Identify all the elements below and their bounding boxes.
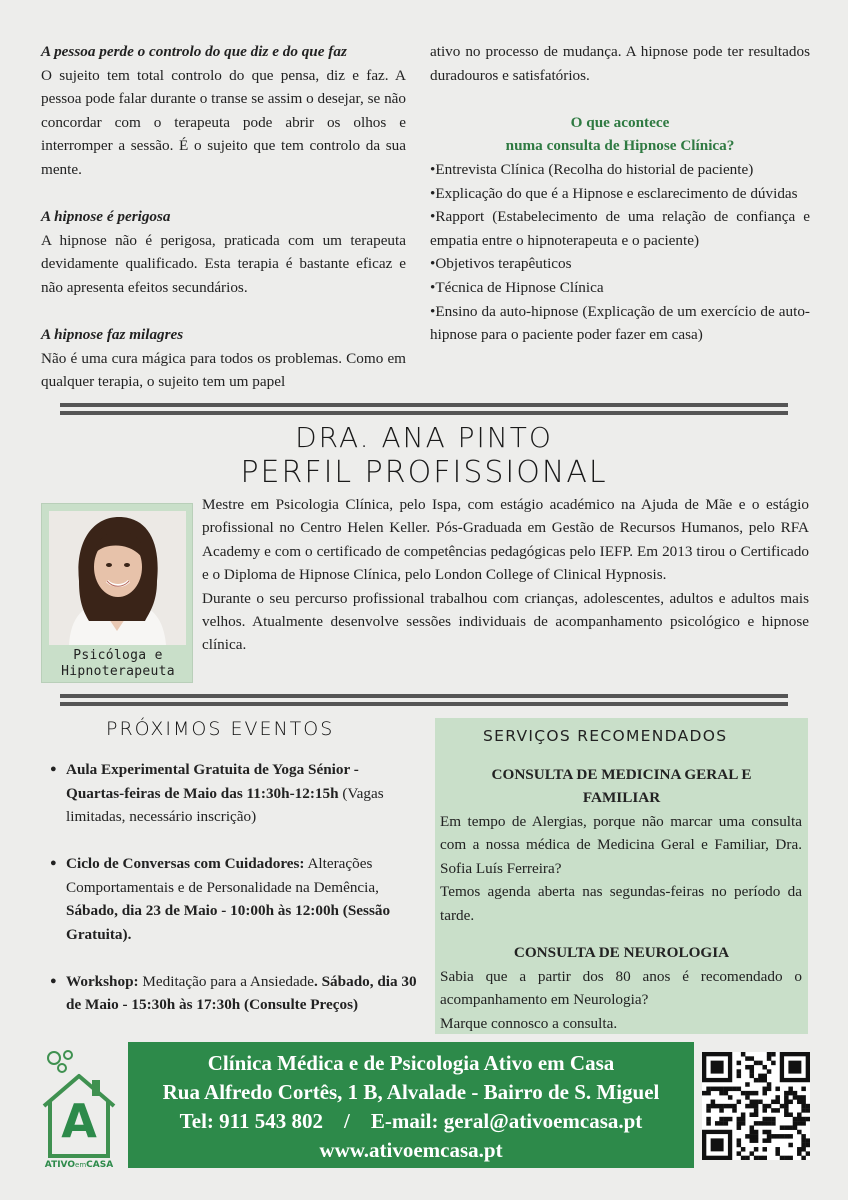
service-heading: FAMILIAR (582, 789, 661, 806)
logo-text: ATIVO (44, 1160, 76, 1170)
myth-continuation: ativo no processo de mudança. A hipnose pode ter resultados duradouros e satisfatórios. (430, 43, 810, 84)
profile-heading: PERFIL PROFISSIONAL (240, 455, 608, 490)
event-text: (Vagas limitadas, necessário inscrição) (66, 784, 384, 825)
event-text: Alterações Comportamentais e de Personalidade na Demência, (66, 855, 379, 896)
divider (60, 694, 788, 698)
myth-text: Não é uma cura mágica para todos os problemas. Como em qualquer terapia, o sujeito tem um papel (41, 349, 406, 391)
service-text (440, 965, 802, 1035)
portrait-icon (49, 511, 186, 645)
profile-photo-frame (41, 503, 193, 683)
divider (60, 403, 788, 407)
events-list (48, 758, 418, 1040)
consultation-step: •Entrevista Clínica (Recolha do historial de paciente) (430, 160, 754, 178)
service-heading: CONSULTA DE MEDICINA GERAL E (491, 766, 752, 783)
consultation-step: •Explicação do que é a Hipnose e esclarecimento de dúvidas (430, 184, 798, 202)
services-box (435, 718, 808, 1034)
footer-address: Rua Alfredo Cortês, 1 B, Alvalade - Bairro de S. Miguel (162, 1080, 660, 1104)
bullet-icon: ● (50, 857, 57, 869)
footer-phone-email: Tel: 911 543 802 / E-mail: geral@ativoemcasa.pt (179, 1109, 643, 1133)
list-item (48, 852, 418, 946)
myth-title: A hipnose é perigosa (41, 208, 171, 226)
myth-text: A hipnose não é perigosa, praticada com um terapeuta devidamente qualificado. Esta terapia é bastante eficaz e não apresenta efeitos secundários. (41, 231, 406, 296)
bullet-icon: ● (50, 763, 57, 775)
myths-column (41, 40, 406, 394)
consultation-step: •Rapport (Estabelecimento de uma relação de confiança e empatia entre o hipnoterapeuta e o paciente) (430, 208, 810, 249)
consultation-column (430, 40, 810, 347)
service-paragraph: Sabia que a partir dos 80 anos é recomendado o acompanhamento em Neurologia? (440, 968, 802, 1009)
bullet-icon: ● (50, 974, 57, 987)
qr-code-icon (702, 1052, 810, 1160)
profile-photo (49, 511, 186, 645)
logo-letter: A (61, 1094, 97, 1148)
profile-name: DRA. ANA PINTO (295, 421, 553, 454)
divider (60, 411, 788, 415)
event-bold: Aula Experimental Gratuita de Yoga Sénior - Quartas-feiras de Maio das 11:30h-12:15h (66, 761, 359, 802)
service-paragraph: Em tempo de Alergias, porque não marcar uma consulta com a nossa médica de Medicina Geral e Familiar, Dra. Sofia Luís Ferreira? (440, 813, 802, 877)
profile-bio-paragraph: Durante o seu percurso profissional trabalhou com crianças, adolescentes, adultos e adultos mais velhos. Atualmente desenvolve sessões individuais de acompanhamento psicológico e hipnose clínica. (202, 589, 809, 654)
logo-text: CASA (86, 1160, 114, 1170)
logo-text: em (75, 1161, 87, 1169)
profile-caption-line2: Hipnoterapeuta (61, 664, 175, 679)
consultation-step: •Ensino da auto-hipnose (Explicação de um exercício de auto-hipnose para o paciente poder fazer em casa) (430, 302, 810, 344)
consultation-question-line1: O que acontece (570, 113, 670, 131)
event-bold: Workshop: (66, 972, 139, 990)
consultation-step: •Técnica de Hipnose Clínica (430, 278, 604, 296)
logo-wordmark (38, 1160, 120, 1170)
list-item (48, 970, 418, 1017)
service-heading: CONSULTA DE NEUROLOGIA (513, 944, 730, 961)
profile-caption-line1: Psicóloga e (73, 648, 163, 663)
events-title: PRÓXIMOS EVENTOS (106, 718, 335, 740)
service-paragraph: Temos agenda aberta nas segundas-feiras no período da tarde. (440, 883, 802, 924)
consultation-step: •Objetivos terapêuticos (430, 255, 572, 273)
divider (60, 702, 788, 706)
consultation-question-line2: numa consulta de Hipnose Clínica? (505, 137, 735, 155)
myth-text: O sujeito tem total controlo do que pensa, diz e faz. A pessoa pode falar durante o transe se assim o desejar, se não concordar com o terapeuta pode abrir os olhos e interromper a sessão. É o sujeito que tem controlo da sua mente. (41, 66, 406, 178)
footer-website[interactable]: www.ativoemcasa.pt (319, 1138, 503, 1162)
service-text (440, 810, 802, 927)
profile-caption (42, 648, 194, 680)
myth-title: A hipnose faz milagres (41, 326, 184, 344)
service-paragraph: Marque connosco a consulta. (440, 1014, 618, 1032)
profile-bio (202, 493, 809, 657)
profile-bio-paragraph: Mestre em Psicologia Clínica, pelo Ispa, com estágio académico na Ajuda de Mãe e o estágio profissional no Centro Helen Keller. Pós-Graduada em Gestão de Recursos Humanos, pelo RFA Academy e com o certificado de competências pedagógicas pelo IEFP. Em 2013 tirou o Certificado e o Diploma de Hipnose Clínica, pelo London College of Clinical Hypnosis. (202, 496, 809, 584)
footer-contact (128, 1042, 694, 1168)
myth-title: A pessoa perde o controlo do que diz e do que faz (41, 43, 347, 60)
list-item (48, 758, 418, 829)
qr-code-icon (702, 1052, 810, 1160)
services-title: SERVIÇOS RECOMENDADOS (483, 727, 728, 745)
event-bold: Ciclo de Conversas com Cuidadores: (66, 855, 305, 872)
event-bold: Sábado, dia 23 de Maio - 10:00h às 12:00h (Sessão Gratuita). (66, 902, 391, 943)
event-text: Meditação para a Ansiedade (138, 972, 315, 990)
footer-clinic-name: Clínica Médica e de Psicologia Ativo em Casa (207, 1051, 615, 1075)
clinic-logo (38, 1050, 120, 1175)
event-bold: . Sábado, dia 30 de Maio - 15:30h às 17:30h (Consulte Preços) (66, 972, 417, 1013)
